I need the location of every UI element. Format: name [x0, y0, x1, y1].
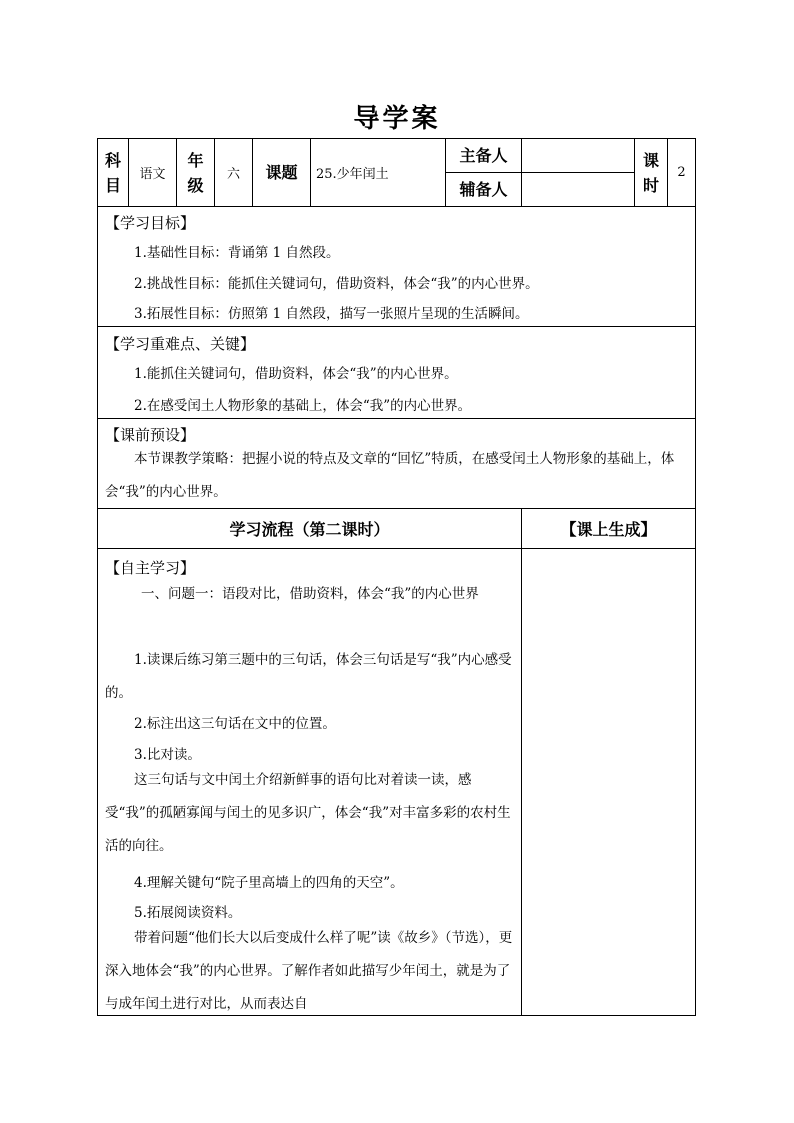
- flow-paragraph: 1.读课后练习第三题中的三句话，体会三句话是写“我”内心感受的。: [105, 652, 512, 701]
- objective-item: 3.拓展性目标：仿照第 1 自然段，描写一张照片呈现的生活瞬间。: [134, 306, 529, 322]
- flow-paragraph: 3.比对读。: [134, 747, 201, 763]
- grade-value: 六: [226, 167, 240, 182]
- main-preparer-label: 主备人: [459, 146, 508, 165]
- page-title: 导学案: [353, 104, 441, 134]
- objective-item: 2.挑战性目标：能抓住关键词句，借助资料，体会“我”的内心世界。: [134, 276, 539, 292]
- period-label: 课 时: [642, 150, 659, 195]
- flow-paragraph: 5.拓展阅读资料。: [134, 905, 242, 921]
- topic-label: 课题: [265, 163, 298, 182]
- key-point-item: 1.能抓住关键词句，借助资料，体会“我”的内心世界。: [134, 366, 458, 382]
- key-points-heading: 【学习重难点、关键】: [105, 335, 256, 353]
- col-divider: [521, 508, 522, 1016]
- generation-heading: 【课上生成】: [560, 520, 657, 539]
- key-point-item: 2.在感受闰土人物形象的基础上，体会“我”的内心世界。: [134, 398, 472, 414]
- subject-label: 科 目: [104, 150, 121, 195]
- preview-heading: 【课前预设】: [105, 426, 196, 444]
- self-study-heading: 【自主学习】: [105, 559, 196, 577]
- main-preparer-value[interactable]: [522, 139, 634, 172]
- preview-text: 本节课教学策略：把握小说的特点及文章的“回忆”特质，在感受闰土人物形象的基础上，体会“我”的内心世界。: [105, 451, 675, 500]
- assistant-preparer-label: 辅备人: [459, 180, 508, 199]
- row-divider: [97, 326, 696, 327]
- flow-paragraph: 一、问题一：语段对比，借助资料，体会“我”的内心世界: [141, 586, 479, 602]
- flow-paragraph: 2.标注出这三句话在文中的位置。: [134, 716, 336, 732]
- objective-item: 1.基础性目标：背诵第 1 自然段。: [134, 245, 340, 261]
- objectives-heading: 【学习目标】: [105, 214, 196, 232]
- topic-value: 25.少年闰土: [316, 167, 389, 182]
- subject-value: 语文: [139, 167, 166, 182]
- row-divider: [97, 418, 696, 419]
- period-value: 2: [677, 165, 686, 180]
- flow-paragraph: 4.理解关键句“院子里高墙上的四角的天空”。: [134, 875, 404, 891]
- grade-label: 年 级: [187, 150, 204, 195]
- row-divider: [97, 548, 696, 549]
- flow-paragraph: 带着问题“他们长大以后变成什么样了呢”读《故乡》（节选），更深入地体会“我”的内心世界。了解作者如此描写少年闰土，就是为了与成年闰土进行对比，从而表达自: [105, 930, 513, 1012]
- col-divider: [310, 138, 311, 206]
- row-divider: [97, 206, 696, 207]
- flow-heading: 学习流程（第二课时）: [229, 520, 390, 539]
- assistant-preparer-value[interactable]: [522, 173, 634, 206]
- flow-paragraph: 这三句话与文中闰土介绍新鲜事的语句比对着读一读，感受“我”的孤陋寡闻与闰土的见多识广，体会“我”对丰富多彩的农村生活的向往。: [105, 772, 511, 854]
